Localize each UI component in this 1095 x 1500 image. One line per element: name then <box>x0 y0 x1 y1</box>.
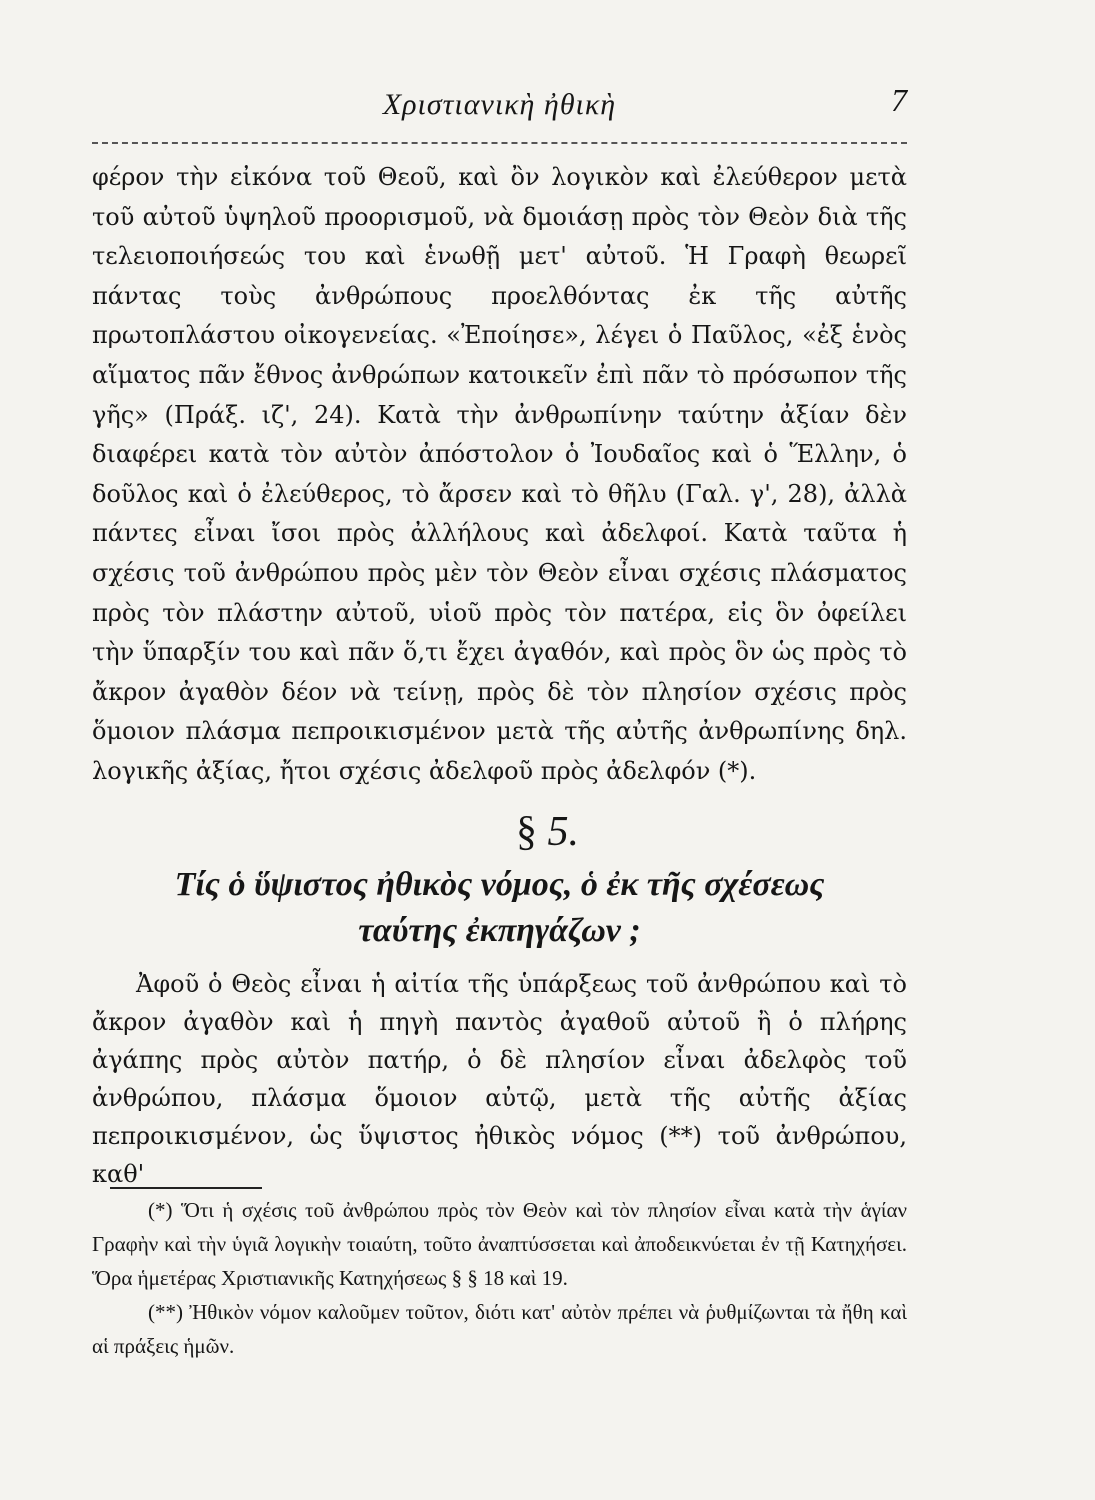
section-title-line-2: ταύτης ἐκπηγάζων ; <box>358 912 641 949</box>
footnote-2: (**) Ἠθικὸν νόμον καλοῦμεν τοῦτον, διότι κατ' αὐτὸν πρέπει νὰ ῥυθμίζωνται τὰ ἤθη καὶ αἱ πράξεις ἡμῶν. <box>92 1300 907 1358</box>
section-text-block <box>92 965 907 1193</box>
section-title <box>92 862 907 954</box>
main-text-block <box>92 158 907 792</box>
running-title: Χριστιανικὴ ἠθικὴ <box>382 88 617 121</box>
section-number: 5. <box>547 809 579 855</box>
footnotes <box>92 1193 907 1363</box>
header-dashed-rule <box>92 142 907 144</box>
running-header <box>92 82 907 142</box>
section-title-line-1: Τίς ὁ ὕψιστος ἠθικὸς νόμος, ὁ ἐκ τῆς σχέσεως <box>174 866 825 903</box>
section-symbol: § <box>516 809 537 855</box>
paragraph-1: φέρον τὴν εἰκόνα τοῦ Θεοῦ, καὶ ὂν λογικὸν καὶ ἐλεύθερον μετὰ τοῦ αὐτοῦ ὑψηλοῦ προορισμοῦ, νὰ δμοιάσῃ πρὸς τὸν Θεὸν διὰ τῆς τελειοποιήσεώς του καὶ ἑνωθῇ μετ' αὐτοῦ. Ἡ Γραφὴ θεωρεῖ πάντας τοὺς ἀνθρώπους προελθόντας ἐκ τῆς αὐτῆς πρωτοπλάστου οἰκογενείας. «Ἐποίησε», λέγει ὁ Παῦλος, «ἐξ ἑνὸς αἵματος πᾶν ἔθνος ἀνθρώπων κατοικεῖν ἐπὶ πᾶν τὸ πρόσωπον τῆς γῆς» (Πράξ. ιζ', 24). Κατὰ τὴν ἀνθρωπίνην ταύτην ἀξίαν δὲν διαφέρει κατὰ τὸν αὐτὸν ἀπόστολον ὁ Ἰουδαῖος καὶ ὁ Ἕλλην, ὁ δοῦλος καὶ ὁ ἐλεύθερος, τὸ ἄρσεν καὶ τὸ θῆλυ (Γαλ. γ', 28), ἀλλὰ πάντες εἶναι ἴσοι πρὸς ἀλλήλους καὶ ἀδελφοί. Κατὰ ταῦτα ἡ σχέσις τοῦ ἀνθρώπου πρὸς μὲν τὸν Θεὸν εἶναι σχέσις πλάσματος πρὸς τὸν πλάστην αὐτοῦ, υἱοῦ πρὸς τὸν πατέρα, εἰς ὃν ὀφείλει τὴν ὕπαρξίν του καὶ πᾶν ὅ,τι ἔχει ἀγαθόν, καὶ πρὸς ὃν ὡς πρὸς τὸ ἄκρον ἀγαθὸν δέον νὰ τείνῃ, πρὸς δὲ τὸν πλησίον σχέσις πρὸς ὅμοιον πλάσμα πεπροικισμένον μετὰ τῆς αὐτῆς ἀνθρωπίνης δηλ. λογικῆς ἀξίας, ἤτοι σχέσις ἀδελφοῦ πρὸς ἀδελφόν (*). <box>92 163 907 785</box>
page-number: 7 <box>891 82 907 118</box>
footnote-1: (*) Ὅτι ἡ σχέσις τοῦ ἀνθρώπου πρὸς τὸν Θεὸν καὶ τὸν πλησίον εἶναι κατὰ τὴν ἁγίαν Γραφὴν καὶ τὴν ὑγιᾶ λογικὴν τοιαύτη, τοῦτο ἀναπτύσσεται καὶ ἀποδεικνύεται ἐν τῇ Κατηχήσει. Ὅρα ἡμετέρας Χριστιανικῆς Κατηχήσεως § § 18 καὶ 19. <box>92 1198 907 1290</box>
footnote-rule <box>110 1187 262 1189</box>
section-heading-number <box>0 808 1095 856</box>
paragraph-2: Ἀφοῦ ὁ Θεὸς εἶναι ἡ αἰτία τῆς ὑπάρξεως τοῦ ἀνθρώπου καὶ τὸ ἄκρον ἀγαθὸν καὶ ἡ πηγὴ παντὸς ἀγαθοῦ αὐτοῦ ἢ ὁ πλήρης ἀγάπης πρὸς αὐτὸν πατήρ, ὁ δὲ πλησίον εἶναι ἀδελφὸς τοῦ ἀνθρώπου, πλάσμα ὅμοιον αὐτῷ, μετὰ τῆς αὐτῆς ἀξίας πεπροικισμένον, ὡς ὕψιστος ἠθικὸς νόμος (**) τοῦ ἀνθρώπου, καθ' <box>92 970 907 1188</box>
